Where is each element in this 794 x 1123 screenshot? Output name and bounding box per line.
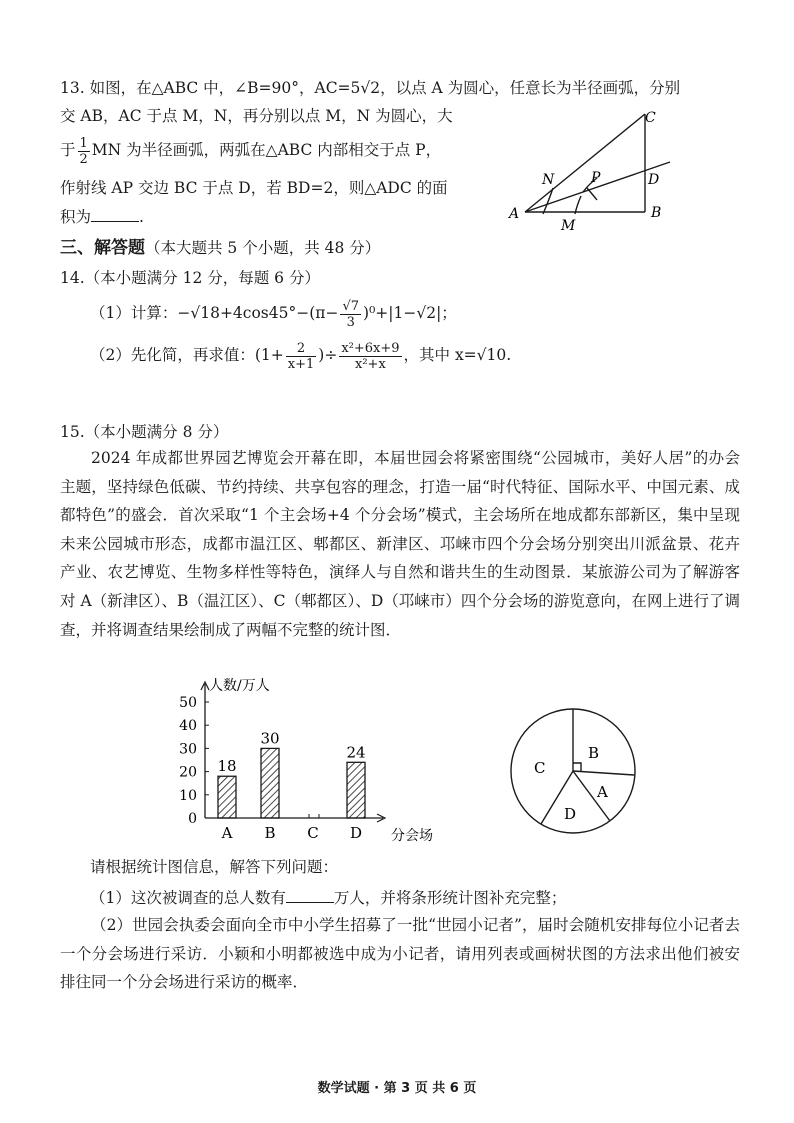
answer-blank bbox=[91, 207, 139, 222]
q15-header: 15.（本小题满分 8 分） bbox=[60, 423, 229, 441]
y-tick-label: 40 bbox=[179, 718, 197, 735]
q14-p2-frac1-den: x+1 bbox=[287, 356, 315, 372]
q13-line5-post: . bbox=[139, 208, 144, 226]
y-tick-label: 10 bbox=[179, 787, 197, 804]
q15-sub1-pre: （1）这次被调查的总人数有 bbox=[90, 889, 286, 907]
q14-header: 14.（本小题满分 12 分，每题 6 分） bbox=[60, 269, 320, 287]
x-tick-label: D bbox=[349, 824, 363, 842]
q14-p2-frac1-num: 2 bbox=[286, 341, 317, 357]
point-b-label: B bbox=[651, 205, 662, 221]
q14-p2-mid: )÷ bbox=[318, 346, 338, 364]
answer-blank bbox=[286, 888, 334, 903]
q13-line2: 交 AB，AC 于点 M，N，再分别以点 M，N 为圆心，大 bbox=[60, 107, 453, 125]
q14-p2-post: ，其中 x=√10. bbox=[403, 346, 512, 364]
bar-b bbox=[261, 748, 279, 818]
section-heading bbox=[60, 238, 380, 258]
q14-part2 bbox=[90, 338, 511, 372]
bar-chart bbox=[165, 676, 455, 846]
q14-p1-frac-num: √7 bbox=[342, 298, 360, 314]
q13-line5-pre: 积为 bbox=[60, 208, 92, 226]
pie-label-a: A bbox=[597, 783, 608, 801]
data-label-a: 18 bbox=[217, 757, 237, 776]
y-axis-label: 人数/万人 bbox=[209, 678, 270, 694]
q13-line3-post: MN 为半径画弧，两弧在△ABC 内部相交于点 P， bbox=[91, 141, 442, 159]
q15-prompt: 请根据统计图信息，解答下列问题： bbox=[90, 858, 339, 876]
q15-sub2: （2）世园会执委会面向全市中小学生招募了一批“世园小记者”，届时会随机安排每位小记者去一个分会场进行采访．小颖和小明都被选中成为小记者，请用列表或画树状图的方法求出他们被安排往同一个分会场进行采访的概率． bbox=[60, 916, 740, 992]
data-label-b: 30 bbox=[260, 729, 280, 748]
y-tick-label: 30 bbox=[179, 741, 197, 758]
q13-frac-num: 1 bbox=[79, 135, 88, 151]
q14-p1-post: )⁰+|1−√2|； bbox=[363, 304, 457, 322]
q14-p1-frac-den: 3 bbox=[346, 314, 355, 330]
q14-p2-frac2-den: x²+x bbox=[355, 356, 386, 372]
x-axis-label: 分会场 bbox=[391, 828, 433, 844]
q14-p2-fraction2 bbox=[339, 341, 401, 372]
q14-p2-pre: （2）先化简，再求值：(1+ bbox=[90, 346, 284, 364]
point-p-label: P bbox=[591, 170, 601, 186]
x-tick-label: C bbox=[307, 824, 319, 842]
q13-line1: 13. 如图，在△ABC 中，∠B=90°，AC=5√2，以点 A 为圆心，任意长为半径画弧，分别 bbox=[60, 79, 681, 97]
q14-p2-fraction1 bbox=[286, 341, 317, 372]
point-d-label: D bbox=[648, 172, 660, 188]
q13-line5 bbox=[60, 207, 144, 227]
q15-paragraph: 2024 年成都世界园艺博览会开幕在即，本届世园会将紧密围绕“公园城市，美好人居”的办会主题，坚持绿色低碳、节约持续、共享包容的理念，打造一届“时代特征、国际水平、中国元素、成都特色”的盛会．首次采取“1 个主会场+4 个分会场”模式，主会场所在地成都东部新区，集中呈现未来公园城市形态，成都市温江区、郫都区、新津区、邛崃市四个分会场分别突出川派盆景、花卉产业、农艺博览、生物多样性等特色，演绎人与自然和谐共生的生动图景．某旅游公司为了解游客对 A（新津区）、B（温江区）、C（郫都区）、D（邛崃市）四个分会场的游览意向，在网上进行了调查，并将调查结果绘制成了两幅不完整的统计图． bbox=[60, 449, 740, 639]
point-m-label: M bbox=[561, 218, 576, 234]
page-footer: 数学试题 · 第 3 页 共 6 页 bbox=[317, 1081, 477, 1096]
pie-label-d: D bbox=[564, 805, 577, 823]
bar-d bbox=[347, 762, 365, 818]
section-note: （本大题共 5 个小题，共 48 分） bbox=[145, 239, 381, 257]
q14-part1 bbox=[90, 296, 457, 330]
pie-chart bbox=[508, 706, 638, 836]
x-tick-label: B bbox=[264, 824, 276, 842]
x-tick-label: A bbox=[221, 824, 233, 842]
q14-p2-frac2-num: x²+6x+9 bbox=[341, 340, 400, 356]
point-c-label: C bbox=[645, 110, 656, 126]
section-title: 三、解答题 bbox=[60, 238, 145, 258]
pie-label-c: C bbox=[534, 759, 546, 777]
point-n-label: N bbox=[542, 172, 555, 188]
q14-p1-pre: （1）计算：−√18+4cos45°−(π− bbox=[90, 304, 339, 322]
q13-frac-den: 2 bbox=[79, 151, 88, 167]
pie-divider-ba bbox=[573, 771, 634, 775]
q13-line3 bbox=[60, 134, 441, 167]
point-a-label: A bbox=[509, 206, 520, 222]
triangle-figure bbox=[505, 104, 685, 234]
right-angle-mark bbox=[573, 763, 581, 771]
y-tick-label: 0 bbox=[188, 811, 197, 827]
q15-sub1 bbox=[90, 888, 566, 908]
q13-fraction bbox=[78, 136, 90, 167]
pie-label-b: B bbox=[588, 744, 600, 762]
q15-sub1-post: 万人，并将条形统计图补充完整； bbox=[333, 889, 567, 907]
q13-line4: 作射线 AP 交边 BC 于点 D，若 BD=2，则△ADC 的面 bbox=[60, 179, 448, 197]
y-tick-label: 20 bbox=[179, 764, 197, 781]
y-tick-label: 50 bbox=[179, 695, 197, 711]
q13-line3-pre: 于 bbox=[60, 141, 76, 159]
bar-a bbox=[218, 776, 236, 818]
q14-p1-fraction bbox=[340, 299, 361, 330]
data-label-d: 24 bbox=[346, 743, 366, 762]
